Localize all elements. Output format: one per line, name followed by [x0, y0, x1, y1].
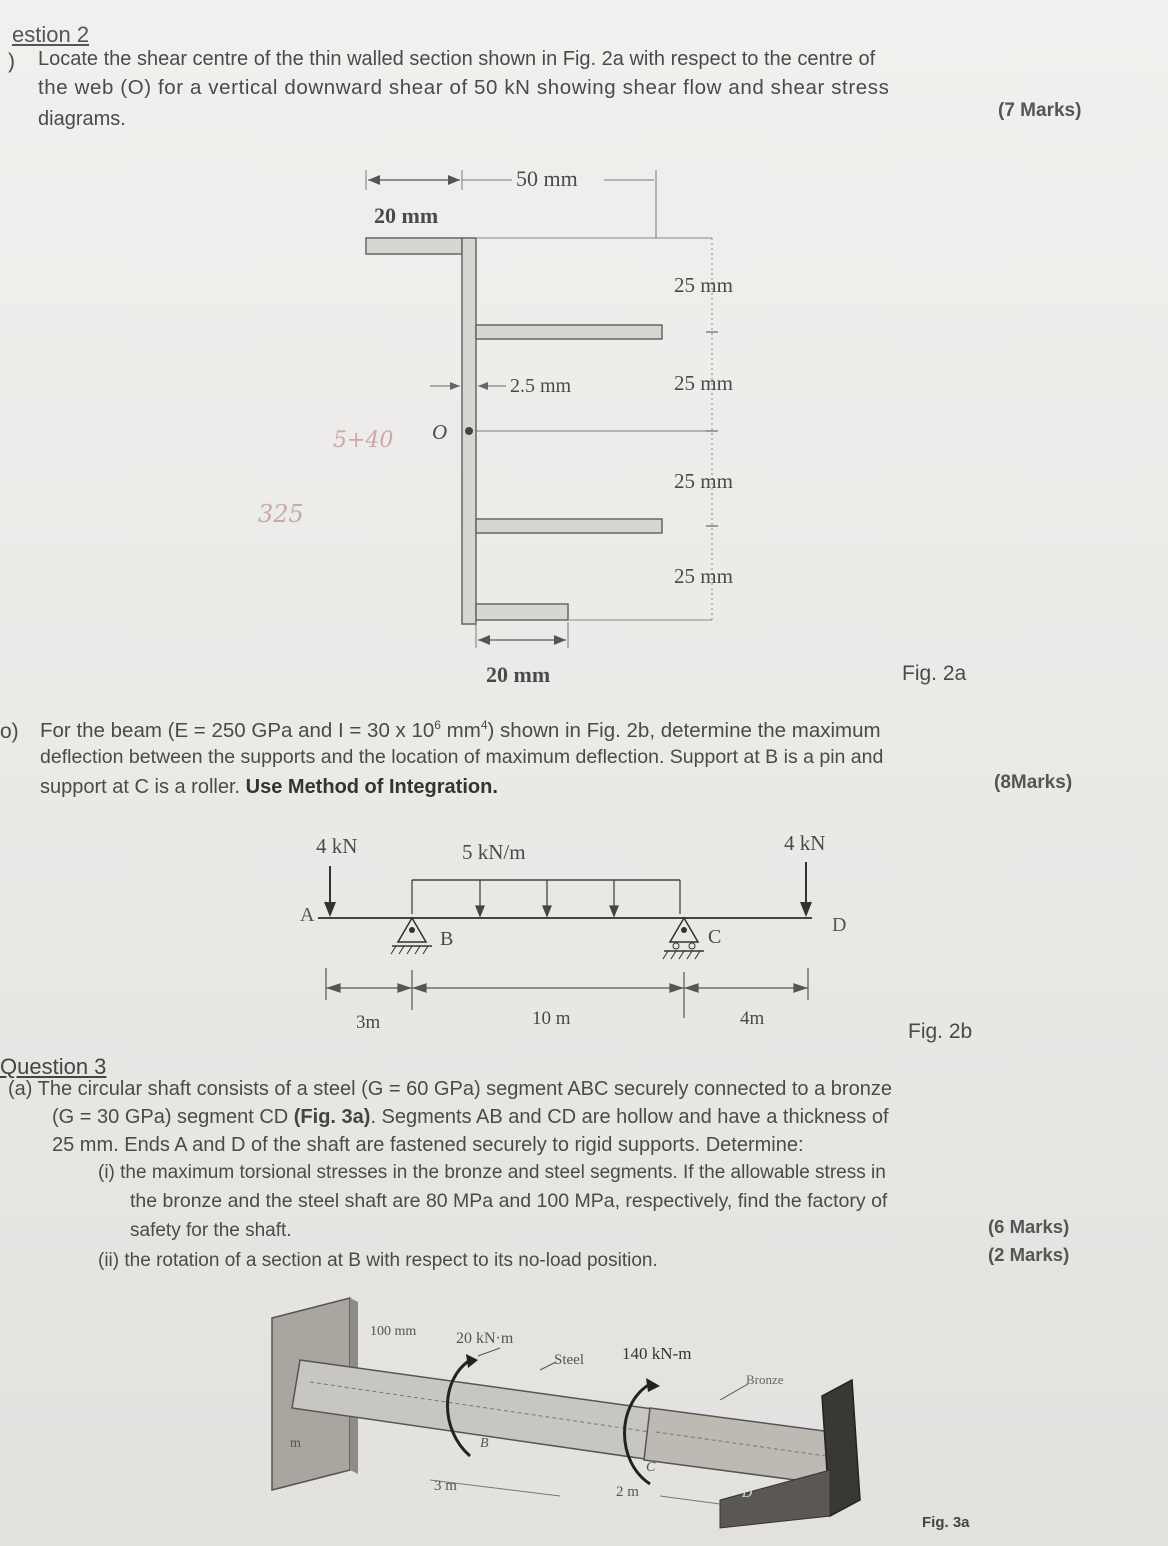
fig2a-dim-25mm-3: 25 mm: [674, 469, 733, 493]
q2a-line-3: diagrams.: [38, 108, 126, 130]
fig3a-torque-20: 20 kN·m: [456, 1330, 514, 1347]
fig2b-load-right: 4 kN: [784, 831, 826, 855]
q3a-ii-marks: (2 Marks): [988, 1244, 1070, 1265]
q2b-line-1: For the beam (E = 250 GPa and I = 30 x $10^6$ $mm^4$) shown in Fig. 2b, determine the maximum: [40, 718, 881, 742]
fig2a-dim-25mm-2: 25 mm: [674, 371, 733, 395]
question-2-heading: estion 2: [12, 22, 90, 47]
fig2b-point-b: B: [440, 928, 454, 950]
fig2b-udl: 5 kN/m: [462, 840, 526, 864]
q2a-line-2: the web (O) for a vertical downward shear of 50 kN showing shear flow and shear stress: [38, 76, 890, 99]
part-b-marker: o): [0, 720, 19, 743]
q2b-marks: (8Marks): [994, 772, 1073, 793]
fig2a-caption: Fig. 2a: [902, 662, 967, 685]
q3a-line-2: (G = 30 GPa) segment CD (Fig. 3a). Segments AB and CD are hollow and have a thickness of: [52, 1106, 889, 1128]
q3a-ii-line: (ii) the rotation of a section at B with respect to its no-load position.: [98, 1250, 658, 1271]
handwritten-note-2: 325: [258, 500, 304, 528]
fig3a-len-2m: 2 m: [616, 1484, 639, 1500]
fig2b-load-left: 4 kN: [316, 834, 358, 858]
bronze-shaft: [644, 1408, 832, 1484]
q3a-i-line-3: safety for the shaft.: [130, 1220, 292, 1241]
fig2a-dim-50mm: 50 mm: [516, 166, 578, 191]
fig2b-point-d: D: [832, 914, 847, 936]
q3a-i-marks: (6 Marks): [988, 1216, 1070, 1237]
fig2a-dim-25mm-1: 25 mm: [674, 273, 733, 297]
q2a-marks: (7 Marks): [998, 100, 1082, 121]
fig2b-span-ab: 3m: [356, 1012, 381, 1033]
q3a-line-1: (a) The circular shaft consists of a steel (G = 60 GPa) segment ABC securely connected to a bronze: [8, 1078, 892, 1100]
fig3a-dim-100mm: 100 mm: [370, 1324, 417, 1339]
fig2b-caption: Fig. 2b: [908, 1020, 973, 1043]
question-3-heading: Question 3: [0, 1054, 107, 1079]
fig3a-caption: Fig. 3a: [922, 1514, 970, 1531]
fig3a-label-c: C: [646, 1460, 656, 1475]
fig3a-label-steel: Steel: [554, 1352, 584, 1368]
part-a-marker: ): [8, 50, 15, 73]
fig2a-dim-bottom-20mm: 20 mm: [486, 662, 551, 687]
q2b-line-2: deflection between the supports and the location of maximum deflection. Support at B is a pin and: [40, 746, 884, 768]
q3a-line-3: 25 mm. Ends A and D of the shaft are fastened securely to rigid supports. Determine:: [52, 1134, 804, 1156]
q2b-line-3: support at C is a roller. Use Method of Integration.: [40, 776, 498, 798]
q3a-i-line-2: the bronze and the steel shaft are 80 MPa and 100 MPa, respectively, find the factory of: [130, 1190, 888, 1212]
fig2b-point-a: A: [300, 904, 315, 926]
q2a-line-1: Locate the shear centre of the thin walled section shown in Fig. 2a with respect to the centre of: [38, 48, 876, 70]
fig3a-label-d: D: [742, 1486, 753, 1501]
fig2a-dim-top-20mm: 20 mm: [374, 203, 439, 228]
fig2b-point-c: C: [708, 926, 722, 948]
fig3a-len-m: m: [290, 1436, 301, 1451]
fig2a-dim-25mm-4: 25 mm: [674, 564, 733, 588]
fig3a-label-b: B: [480, 1436, 489, 1451]
q3a-i-line-1: (i) the maximum torsional stresses in the bronze and steel segments. If the allowable stress in: [98, 1162, 886, 1183]
fig2a-web-thickness: 2.5 mm: [510, 375, 572, 397]
fig2b-span-cd: 4m: [740, 1008, 765, 1029]
fig2a-label-o: O: [432, 420, 448, 444]
fig3a-label-bronze: Bronze: [746, 1372, 784, 1387]
fig3a-len-3m: 3 m: [434, 1478, 457, 1494]
handwritten-note-1: 5+40: [333, 428, 394, 453]
fig2b-span-bc: 10 m: [532, 1008, 571, 1029]
fig3a-torque-140: 140 kN-m: [622, 1344, 692, 1363]
